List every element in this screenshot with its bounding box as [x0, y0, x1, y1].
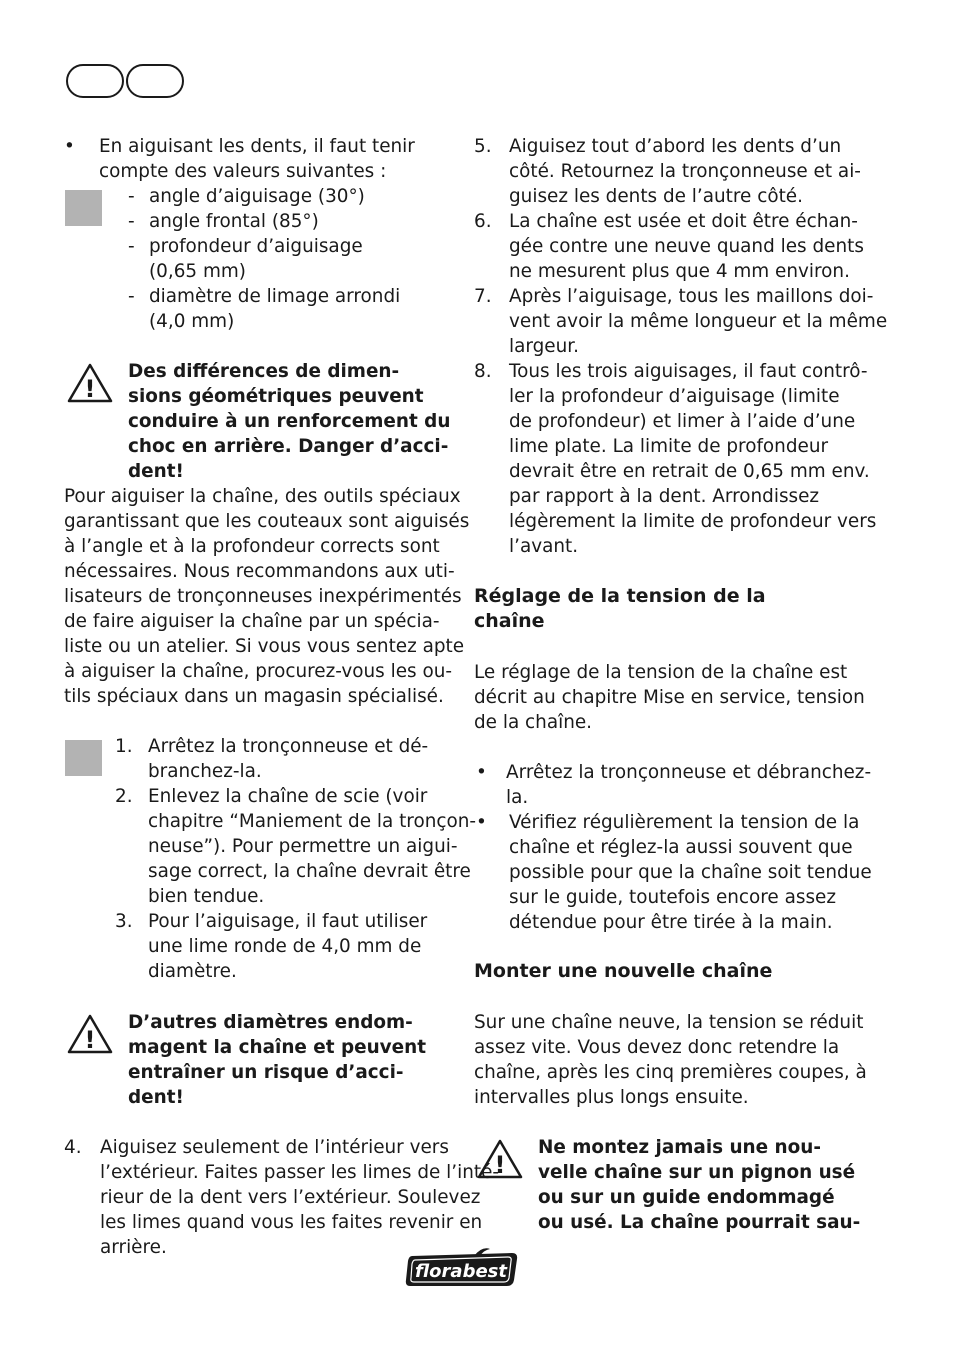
text-line: Aiguisez tout d’abord les dents d’un — [509, 136, 842, 157]
florabest-logo — [404, 1244, 520, 1290]
warning-text — [128, 359, 450, 484]
text-line: La chaîne est usée et doit être échan- — [509, 211, 858, 232]
exclamation-mark: ! — [84, 375, 96, 403]
text-line: sions géométriques peuvent — [128, 386, 424, 407]
list-item — [476, 760, 876, 810]
language-pill-left — [66, 64, 124, 98]
text-line: à l’angle et à la profondeur corrects sont — [64, 536, 440, 557]
logo-text: florabest — [415, 1261, 507, 1282]
text-line: bien tendue. — [148, 886, 265, 907]
text-line: chaîne et réglez-la aussi souvent que — [509, 837, 853, 858]
text-line: Arrêtez la tronçonneuse et dé- — [148, 736, 429, 757]
dash-marker: - — [128, 186, 135, 207]
language-pill-right — [126, 64, 184, 98]
dash-item: angle d’aiguisage (30°) — [149, 186, 365, 207]
text-line: Tous les trois aiguisages, il faut contrô- — [509, 361, 868, 382]
text-line: dent! — [128, 1087, 184, 1108]
warning-text — [128, 1010, 426, 1110]
text-line: tils spéciaux dans un magasin spécialisé. — [64, 686, 444, 707]
warning-triangle-icon — [66, 1013, 114, 1055]
section-heading — [474, 959, 772, 984]
item-number: 5. — [474, 136, 492, 157]
list-item — [474, 209, 874, 284]
dash-item: angle frontal (85°) — [149, 211, 319, 232]
text-line: l’extérieur. Faites passer les limes de l’inté- — [100, 1162, 500, 1183]
text-line: sage correct, la chaîne devrait être — [148, 861, 471, 882]
bullet-marker: • — [476, 762, 487, 783]
text-line: compte des valeurs suivantes : — [99, 161, 387, 182]
list-item — [115, 909, 455, 984]
text-line: chaîne, après les cinq premières coupes, à — [474, 1062, 867, 1083]
numbered-list — [115, 734, 477, 984]
list-item — [64, 1135, 499, 1260]
bullet-text — [99, 134, 415, 184]
text-line: Pour aiguiser la chaîne, des outils spéciaux — [64, 486, 461, 507]
list-item — [476, 810, 876, 935]
dash-item-cont: (0,65 mm) — [149, 261, 246, 282]
text-line: choc en arrière. Danger d’acci- — [128, 436, 449, 457]
item-number: 6. — [474, 211, 492, 232]
text-line: lisateurs de tronçonneuses inexpérimentés — [64, 586, 462, 607]
text-line: En aiguisant les dents, il faut tenir — [99, 136, 415, 157]
text-line: une lime ronde de 4,0 mm de — [148, 936, 422, 957]
text-line: devrait être en retrait de 0,65 mm env. — [509, 461, 870, 482]
text-line: Vérifiez régulièrement la tension de la — [509, 812, 860, 833]
heading-line: Réglage de la tension de la — [474, 585, 766, 607]
text-line: Le réglage de la tension de la chaîne est — [474, 662, 848, 683]
text-line: D’autres diamètres endom- — [128, 1012, 413, 1033]
text-line: Arrêtez la tronçonneuse et débranchez- — [506, 762, 872, 783]
text-line: velle chaîne sur un pignon usé — [538, 1162, 856, 1183]
text-line: Aiguisez seulement de l’intérieur vers — [100, 1137, 449, 1158]
dash-item: diamètre de limage arrondi — [149, 286, 401, 307]
item-number: 3. — [115, 911, 133, 932]
text-line: côté. Retournez la tronçonneuse et ai- — [509, 161, 861, 182]
text-line: intervalles plus longs ensuite. — [474, 1087, 749, 1108]
text-line: nécessaires. Nous recommandons aux uti- — [64, 561, 455, 582]
warning-triangle-icon — [66, 362, 114, 404]
text-line: de profondeur) et limer à l’aide d’une — [509, 411, 856, 432]
gray-marker-box — [65, 190, 102, 226]
exclamation-mark: ! — [84, 1026, 96, 1054]
text-line: Ne montez jamais une nou- — [538, 1137, 821, 1158]
text-line: diamètre. — [148, 961, 237, 982]
text-line: rieur de la dent vers l’extérieur. Soulevez — [100, 1187, 481, 1208]
list-item — [115, 784, 477, 909]
dash-item: profondeur d’aiguisage — [149, 236, 363, 257]
text-line: chapitre “Maniement de la tronçon- — [148, 811, 477, 832]
text-line: conduire à un renforcement du — [128, 411, 451, 432]
text-line: entraîner un risque d’acci- — [128, 1062, 404, 1083]
text-line: garantissant que les couteaux sont aiguisés — [64, 511, 470, 532]
text-line: à aiguiser la chaîne, procurez-vous les ou- — [64, 661, 452, 682]
item-number: 1. — [115, 736, 133, 757]
heading-line: Monter une nouvelle chaîne — [474, 960, 773, 982]
text-line: possible pour que la chaîne soit tendue — [509, 862, 872, 883]
exclamation-mark: ! — [494, 1151, 506, 1179]
text-line: décrit au chapitre Mise en service, tension — [474, 687, 865, 708]
list-item — [474, 284, 888, 359]
text-line: assez vite. Vous devez donc retendre la — [474, 1037, 840, 1058]
text-line: branchez-la. — [148, 761, 262, 782]
paragraph — [64, 484, 469, 709]
numbered-list — [474, 134, 888, 559]
text-line: les limes quand vous les faites revenir en — [100, 1212, 483, 1233]
text-line: détendue pour être tirée à la main. — [509, 912, 833, 933]
text-line: guisez les dents de l’autre côté. — [509, 186, 803, 207]
list-item — [115, 734, 455, 784]
heading-line: chaîne — [474, 610, 545, 632]
item-number: 8. — [474, 361, 492, 382]
warning-text — [538, 1135, 860, 1235]
text-line: Sur une chaîne neuve, la tension se réduit — [474, 1012, 864, 1033]
text-line: la. — [506, 787, 529, 808]
text-line: ler la profondeur d’aiguisage (limite — [509, 386, 840, 407]
text-line: Des différences de dimen- — [128, 361, 400, 382]
list-item — [474, 359, 877, 559]
dash-marker: - — [128, 286, 135, 307]
bullet-marker: • — [476, 812, 487, 833]
text-line: par rapport à la dent. Arrondissez — [509, 486, 820, 507]
list-item — [474, 134, 874, 209]
dash-item-cont: (4,0 mm) — [149, 311, 235, 332]
text-line: ou usé. La chaîne pourrait sau- — [538, 1212, 861, 1233]
text-line: arrière. — [100, 1237, 167, 1258]
gray-marker-box — [65, 740, 102, 776]
text-line: de la chaîne. — [474, 712, 593, 733]
text-line: l’avant. — [509, 536, 579, 557]
text-line: liste ou un atelier. Si vous vous sentez apte — [64, 636, 465, 657]
item-number: 7. — [474, 286, 492, 307]
text-line: vent avoir la même longueur et la même — [509, 311, 888, 332]
text-line: ne mesurent plus que 4 mm environ. — [509, 261, 850, 282]
text-line: magent la chaîne et peuvent — [128, 1037, 427, 1058]
text-line: de faire aiguiser la chaîne par un spécia- — [64, 611, 440, 632]
text-line: neuse”). Pour permettre un aigui- — [148, 836, 458, 857]
text-line: gée contre une neuve quand les dents — [509, 236, 864, 257]
warning-triangle-icon — [476, 1138, 524, 1180]
text-line: largeur. — [509, 336, 579, 357]
paragraph — [474, 1010, 867, 1110]
dash-list — [128, 184, 401, 334]
bullet-list — [476, 760, 876, 935]
text-line: Après l’aiguisage, tous les maillons doi- — [509, 286, 874, 307]
text-line: sur le guide, toutefois encore assez — [509, 887, 836, 908]
text-line: légèrement la limite de profondeur vers — [509, 511, 877, 532]
text-line: Pour l’aiguisage, il faut utiliser — [148, 911, 428, 932]
section-heading — [474, 584, 766, 634]
dash-marker: - — [128, 211, 135, 232]
text-line: dent! — [128, 461, 184, 482]
item-number: 4. — [64, 1137, 82, 1158]
bullet-marker: • — [64, 136, 75, 157]
item-number: 2. — [115, 786, 133, 807]
text-line: ou sur un guide endommagé — [538, 1187, 835, 1208]
dash-marker: - — [128, 236, 135, 257]
paragraph — [474, 660, 865, 735]
text-line: Enlevez la chaîne de scie (voir — [148, 786, 428, 807]
text-line: lime plate. La limite de profondeur — [509, 436, 829, 457]
